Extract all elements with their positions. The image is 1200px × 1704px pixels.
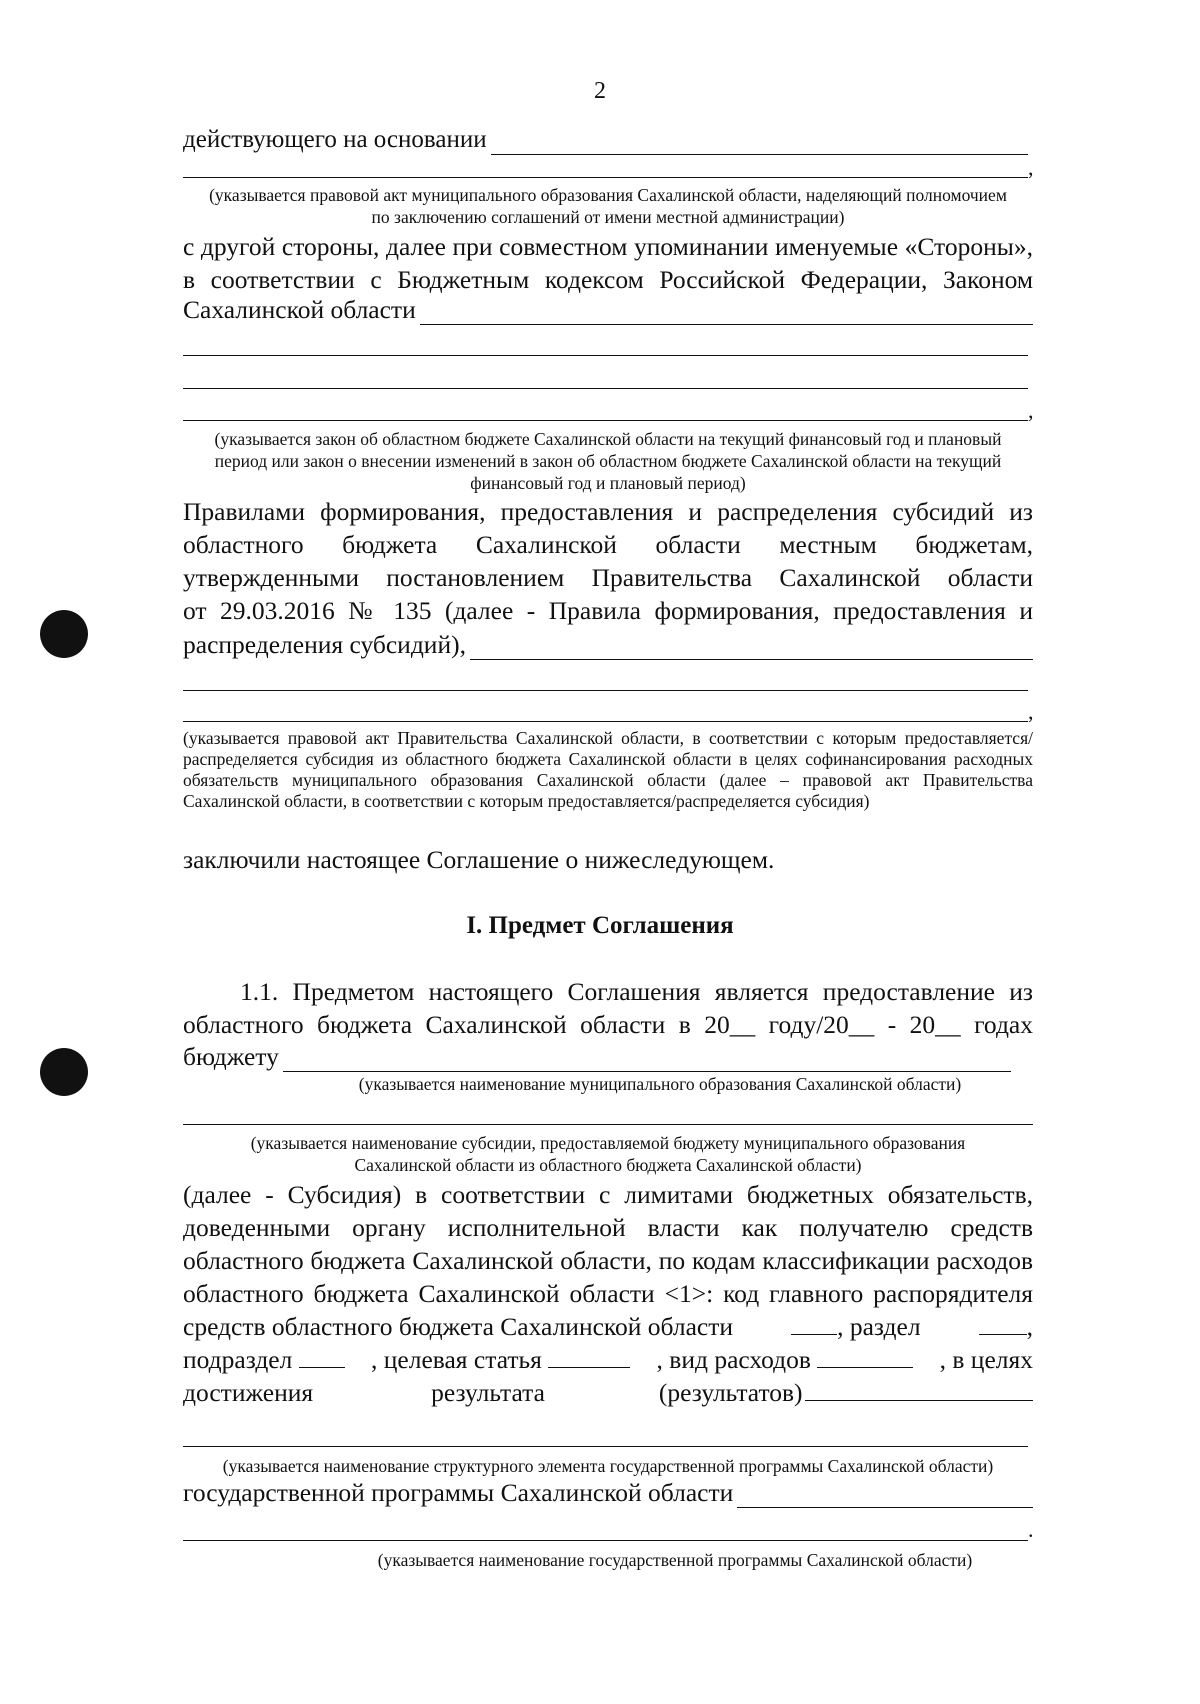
- regional-law-blank-4[interactable]: [183, 420, 1028, 421]
- rules-blank-2[interactable]: [183, 690, 1028, 691]
- section-title: I. Предмет Соглашения: [466, 912, 734, 939]
- comma-mark: ,: [1028, 699, 1034, 724]
- regional-law-blank[interactable]: [420, 302, 1033, 325]
- note-gov-act: (указывается правовой акт Правительства Сахалинской области, в соответствии с которым предоставляется/распределяется субсидия из областного бюджета Сахалинской области в целях софинансирования расходных обязательств муниципального образования Сахалинской области (далее – правовой акт Правительства Сахалинской области, в соответствии с которым предоставляется/распределяется субсидия): [183, 728, 1033, 811]
- regional-law-blank-2[interactable]: [183, 355, 1028, 356]
- chief-manager-code-blank[interactable]: [791, 1314, 837, 1335]
- note-structural-element: (указывается наименование структурного элемента государственной программы Сахалинской области): [222, 1456, 994, 1476]
- period-mark: .: [1028, 1517, 1034, 1542]
- rules-blank[interactable]: [470, 637, 1033, 660]
- rules-line: распределения субсидий),: [183, 630, 1033, 660]
- state-program-blank-2[interactable]: [183, 1540, 1028, 1541]
- legal-basis-line: действующего на основании: [183, 125, 1028, 155]
- target-article-blank[interactable]: [548, 1347, 630, 1368]
- results-blank[interactable]: [805, 1380, 1033, 1401]
- concluded-line: заключили настоящее Соглашение о нижеследующем.: [183, 845, 775, 874]
- note-state-program: (указывается наименование государственной программы Сахалинской области): [377, 1550, 973, 1570]
- subsidy-name-blank[interactable]: [183, 1124, 1033, 1125]
- classification-line-2: подраздел , целевая статья , вид расходов , в целях: [183, 1345, 1033, 1374]
- structural-element-blank[interactable]: [183, 1446, 1028, 1447]
- rules-blank-3[interactable]: [183, 721, 1028, 722]
- punch-hole: [40, 1048, 88, 1096]
- comma-mark: ,: [1028, 155, 1034, 180]
- state-program-blank[interactable]: [737, 1485, 1033, 1508]
- note-municipality: (указывается наименование муниципального образования Сахалинской области): [358, 1074, 962, 1094]
- budget-recipient-line: бюджету: [183, 1042, 1011, 1072]
- page-number: 2: [594, 78, 606, 104]
- legal-basis-blank[interactable]: [491, 132, 1028, 155]
- note-subsidy-name: (указывается наименование субсидии, предоставляемой бюджету муниципального образования Сахалинской области из областного бюджета Сахалинской области): [250, 1133, 966, 1175]
- punch-hole: [40, 610, 88, 658]
- results-line: достижения результата (результатов): [183, 1376, 1033, 1409]
- classification-line-1: средств областного бюджета Сахалинской области , раздел ,: [183, 1312, 1033, 1341]
- note-budget-law: (указывается закон об областном бюджете Сахалинской области на текущий финансовый год и плановый период или закон о внесении изменений в закон об областном бюджете Сахалинской области на текущий финансовый год и плановый период): [214, 429, 1002, 493]
- note-legal-act: (указывается правовой акт муниципального образования Сахалинской области, наделяющий полномочием по заключению соглашений от имени местной администрации): [209, 185, 1007, 227]
- subsection-code-blank[interactable]: [299, 1347, 345, 1368]
- legal-basis-blank-2[interactable]: [183, 177, 1028, 178]
- expense-type-blank[interactable]: [817, 1347, 913, 1368]
- parties-paragraph: с другой стороны, далее при совместном упоминании именуемые «Стороны», в соответствии с Бюджетным кодексом Российской Федерации, Законом: [183, 232, 1033, 294]
- subsidy-paragraph: (далее - Субсидия) в соответствии с лимитами бюджетных обязательств, доведенными органу исполнительной власти как получателю средств областного бюджета Сахалинской области, по кодам классификации расходов областного бюджета Сахалинской области <1>: код главного распорядителя: [183, 1180, 1033, 1308]
- municipality-blank[interactable]: [283, 1049, 1011, 1072]
- regional-law-blank-3[interactable]: [183, 388, 1028, 389]
- rules-paragraph: Правилами формирования, предоставления и распределения субсидий из областного бюджета Сахалинской области местным бюджетам, утвержденными постановлением Правительства Сахалинской области от 29.03.2016 № 135 (далее - Правила формирования, предоставления и: [183, 497, 1033, 625]
- state-program-line: государственной программы Сахалинской области: [183, 1478, 1033, 1508]
- regional-law-line: Сахалинской области: [183, 295, 1033, 325]
- comma-mark: ,: [1028, 398, 1034, 423]
- clause-1-1: 1.1. Предметом настоящего Соглашения является предоставление из областного бюджета Сахалинской области в 20__ году/20__ - 20__ годах: [183, 977, 1033, 1039]
- section-code-blank[interactable]: [979, 1314, 1027, 1335]
